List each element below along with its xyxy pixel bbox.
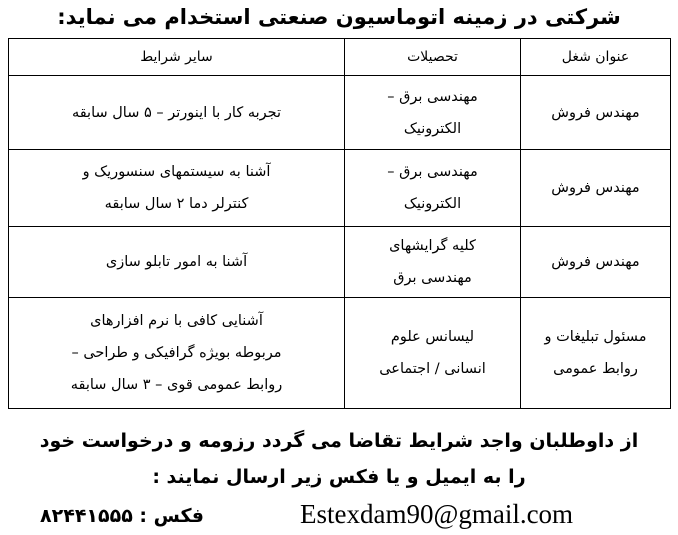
cell-line: الکترونیک	[403, 120, 462, 137]
education-cell	[345, 298, 521, 409]
cell-line: الکترونیک	[403, 196, 462, 212]
cell-line: آشنایی کافی با نرم افزارهای	[90, 313, 263, 329]
job-title-cell	[521, 298, 671, 409]
application-instructions-line-1: از داوطلبان واجد شرایط تقاضا می گردد رزومه و درخواست خود	[39, 430, 639, 452]
cell-line: مربوطه بویژه گرافیکی و طراحی –	[71, 345, 282, 361]
job-title-cell	[521, 76, 671, 150]
contact-fax: فکس : ۸۲۴۴۱۵۵۵	[40, 505, 204, 527]
cell-line: روابط عمومی	[553, 361, 638, 377]
education-cell	[345, 150, 521, 227]
cell-line: آشنا به امور تابلو سازی	[105, 254, 248, 270]
ad-title: شرکتی در زمینه اتوماسیون صنعتی استخدام می نماید:	[57, 5, 621, 29]
cell-line: مهندس فروش	[551, 254, 640, 270]
education-cell	[345, 76, 521, 150]
other-conditions-cell	[9, 298, 345, 409]
cell-line: مهندسی برق	[393, 270, 472, 286]
cell-line: کنترلر دما ۲ سال سابقه	[104, 196, 249, 212]
education-cell	[345, 227, 521, 298]
cell-line: لیسانس علوم	[390, 329, 475, 345]
other-conditions-cell	[9, 76, 345, 150]
other-conditions-cell	[9, 150, 345, 227]
cell-line: مسئول تبلیغات و	[544, 329, 647, 345]
table-row	[9, 298, 671, 409]
application-instructions-line-2: را به ایمیل و یا فکس زیر ارسال نمایند :	[152, 466, 526, 488]
contact-email[interactable]: Estexdam90@gmail.com	[300, 499, 574, 529]
cell-line: کلیه گرایشهای	[389, 238, 476, 254]
table-row	[9, 227, 671, 298]
job-title-cell	[521, 150, 671, 227]
cell-line: مهندس فروش	[551, 180, 640, 196]
header-other-conditions: سایر شرایط	[9, 39, 345, 76]
header-education: تحصیلات	[345, 39, 521, 76]
job-openings-table	[8, 38, 671, 409]
cell-line: مهندسی برق –	[387, 88, 478, 105]
table-header-row	[9, 39, 671, 76]
cell-line: مهندس فروش	[551, 104, 640, 121]
cell-line: مهندسی برق –	[387, 164, 478, 180]
table-row	[9, 76, 671, 150]
cell-line: تجربه کار با اینورتر – ۵ سال سابقه	[71, 104, 282, 121]
header-job-title: عنوان شغل	[521, 39, 671, 76]
cell-line: روابط عمومی قوی – ۳ سال سابقه	[70, 377, 283, 393]
cell-line: آشنا به سیستمهای سنسوریک و	[82, 164, 271, 180]
table-row	[9, 150, 671, 227]
other-conditions-cell	[9, 227, 345, 298]
job-title-cell	[521, 227, 671, 298]
cell-line: انسانی / اجتماعی	[379, 361, 486, 377]
